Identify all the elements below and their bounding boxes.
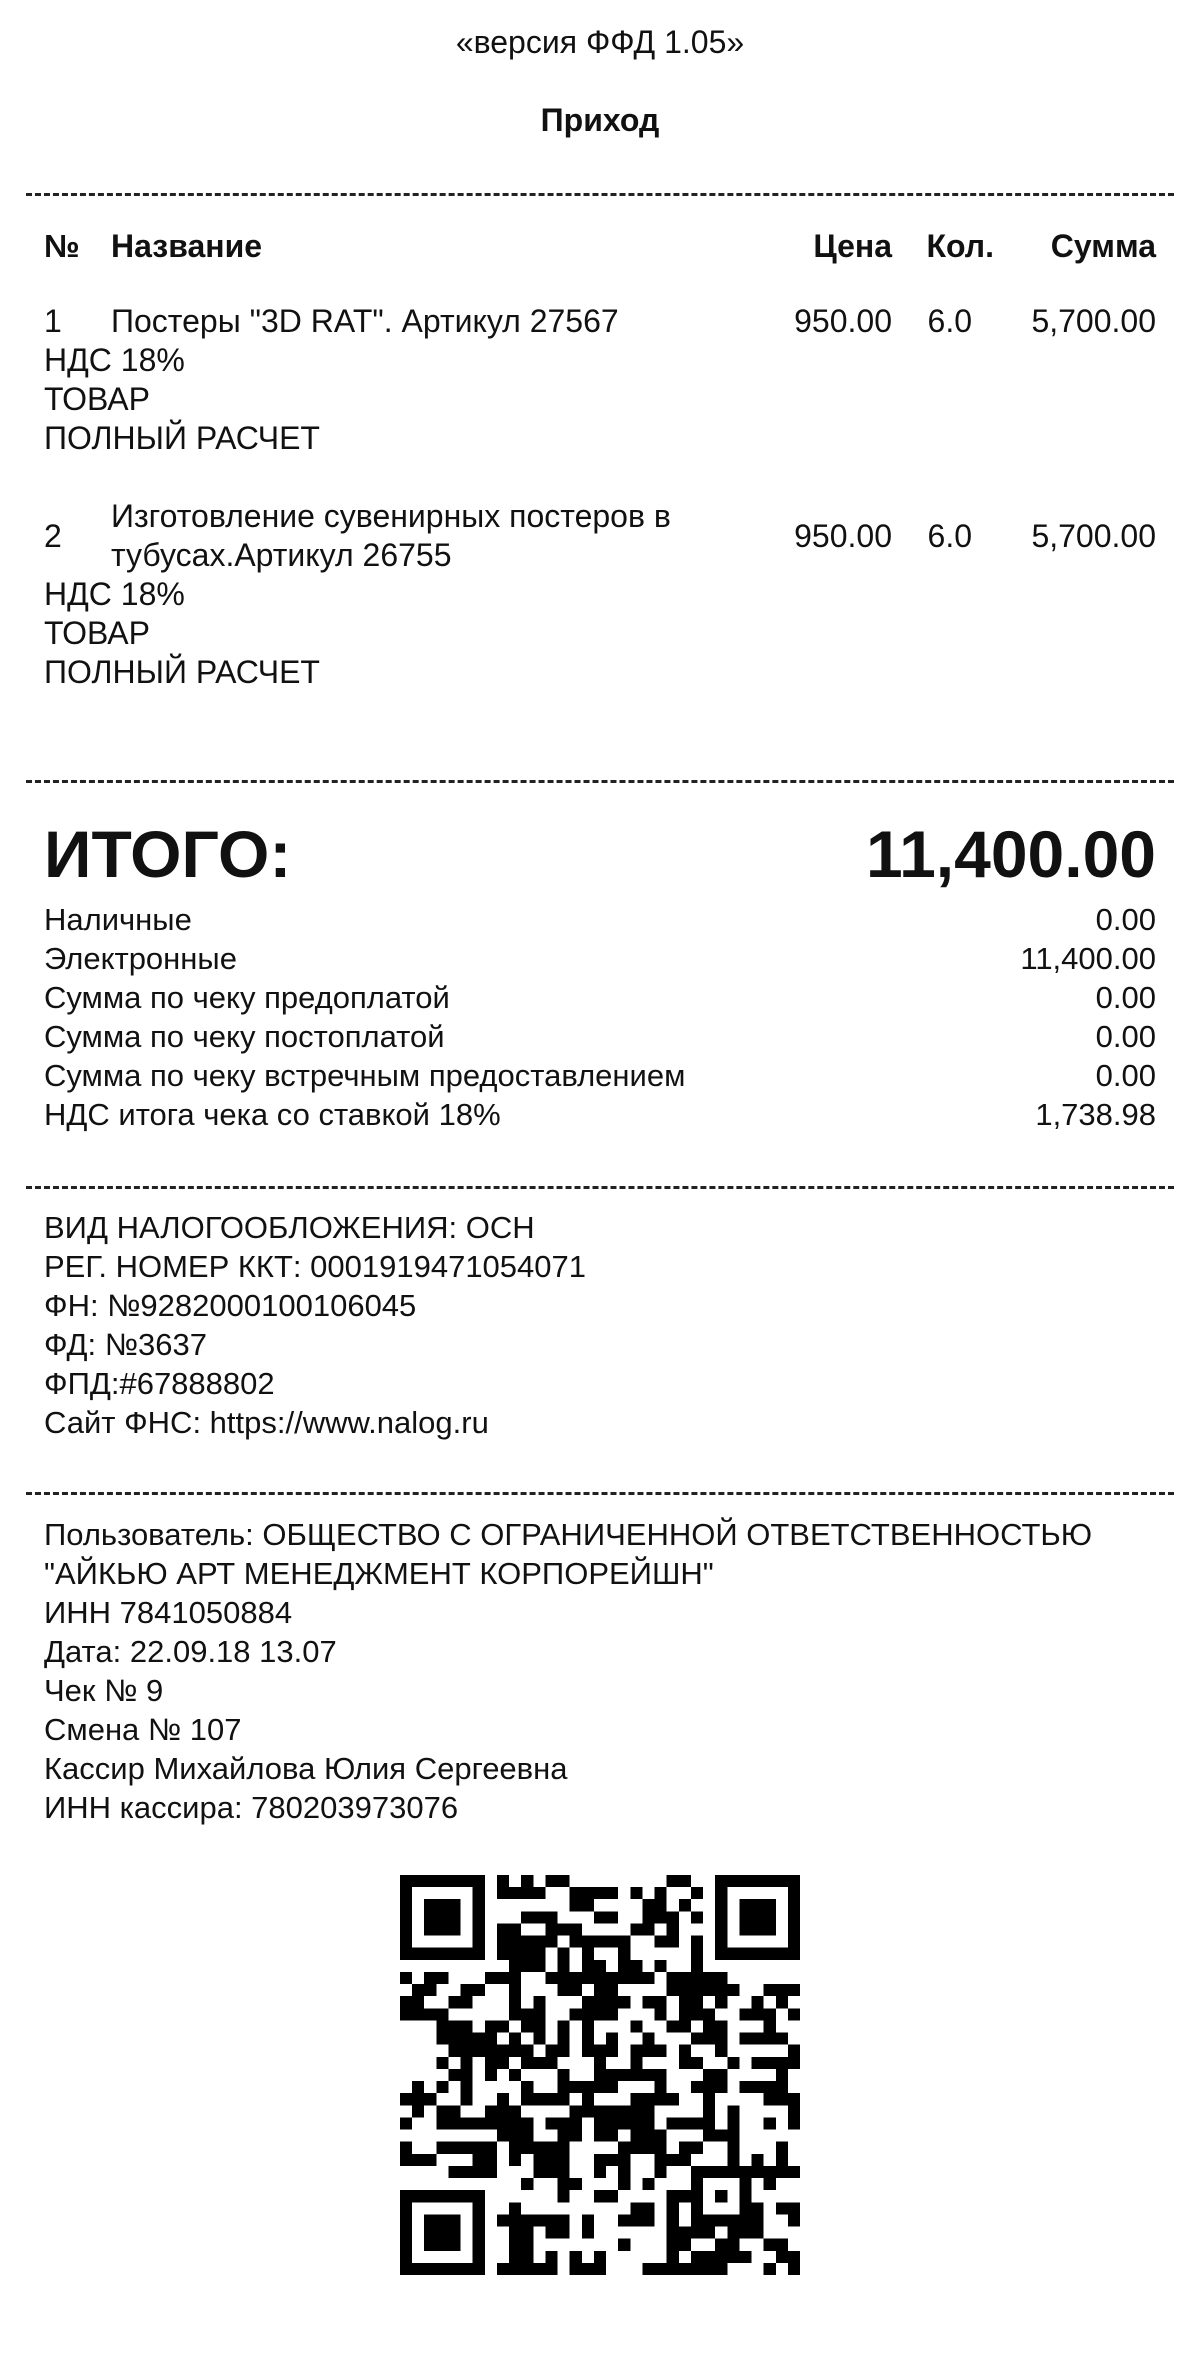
item-2-price: 950.00 <box>794 518 892 554</box>
shift-number: Смена № 107 <box>44 1712 242 1747</box>
operation-type: Приход <box>540 102 660 138</box>
ffd-version: «версия ФФД 1.05» <box>455 24 745 60</box>
payment-row-label: Сумма по чеку постоплатой <box>44 1019 445 1054</box>
payment-row-value: 1,738.98 <box>1035 1097 1156 1132</box>
payment-row-value: 0.00 <box>1095 1019 1156 1054</box>
payment-row-vat-total <box>44 1097 1156 1136</box>
user-org: Пользователь: ОБЩЕСТВО С ОГРАНИЧЕННОЙ ОТВЕТСТВЕННОСТЬЮ <box>44 1517 1093 1552</box>
payment-row-value: 0.00 <box>1095 980 1156 1015</box>
user-org-name: "АЙКЬЮ АРТ МЕНЕДЖМЕНТ КОРПОРЕЙШН" <box>44 1556 714 1591</box>
item-2-type: ТОВАР <box>44 615 150 651</box>
item-2-name-line-2: тубусах.Артикул 26755 <box>111 537 452 573</box>
item-1-sum: 5,700.00 <box>1031 303 1156 339</box>
qr-code-icon <box>400 1875 800 2275</box>
fd-number: ФД: №3637 <box>44 1327 207 1362</box>
cashier-name: Кассир Михайлова Юлия Сергеевна <box>44 1751 568 1786</box>
item-2-name-line-1: Изготовление сувенирных постеров в <box>111 498 671 534</box>
payment-row-label: Наличные <box>44 902 192 937</box>
item-2-vat: НДС 18% <box>44 576 185 612</box>
fn-number: ФН: №9282000100106045 <box>44 1288 417 1323</box>
payment-row-postpaid <box>44 1019 1156 1058</box>
col-header-qty: Кол. <box>926 228 994 264</box>
col-header-price: Цена <box>813 228 892 264</box>
item-1-type: ТОВАР <box>44 381 150 417</box>
item-1-name: Постеры "3D RAT". Артикул 27567 <box>111 303 619 339</box>
payment-row-counter <box>44 1058 1156 1097</box>
item-1-price: 950.00 <box>794 303 892 339</box>
org-inn: ИНН 7841050884 <box>44 1595 293 1630</box>
col-header-num: № <box>44 228 80 264</box>
total-value: 11,400.00 <box>866 817 1156 891</box>
total-label: ИТОГО: <box>44 817 292 891</box>
payment-row-label: Электронные <box>44 941 237 976</box>
item-2-sum: 5,700.00 <box>1031 518 1156 554</box>
item-1-num: 1 <box>44 303 62 339</box>
payment-row-value: 0.00 <box>1095 1058 1156 1093</box>
payment-row-label: Сумма по чеку предоплатой <box>44 980 450 1015</box>
payment-row-label: Сумма по чеку встречным предоставлением <box>44 1058 686 1093</box>
payment-row-cash <box>44 902 1156 941</box>
separator-line <box>26 193 1174 196</box>
receipt-date: Дата: 22.09.18 13.07 <box>44 1634 337 1669</box>
item-1-qty: 6.0 <box>927 303 972 339</box>
col-header-name: Название <box>111 228 263 264</box>
item-1-vat: НДС 18% <box>44 342 185 378</box>
item-2-payment: ПОЛНЫЙ РАСЧЕТ <box>44 654 320 690</box>
payment-row-electronic <box>44 941 1156 980</box>
payment-row-value: 0.00 <box>1095 902 1156 937</box>
cashier-inn: ИНН кассира: 780203973076 <box>44 1790 459 1825</box>
separator-line <box>26 1186 1174 1189</box>
fpd-number: ФПД:#67888802 <box>44 1366 275 1401</box>
payment-row-label: НДС итога чека со ставкой 18% <box>44 1097 501 1132</box>
fns-site: Сайт ФНС: https://www.nalog.ru <box>44 1405 489 1440</box>
payment-row-value: 11,400.00 <box>1020 941 1156 976</box>
kkt-reg-number: РЕГ. НОМЕР ККТ: 0001919471054071 <box>44 1249 587 1284</box>
separator-line <box>26 1492 1174 1495</box>
payment-row-prepaid <box>44 980 1156 1019</box>
item-2-qty: 6.0 <box>927 518 972 554</box>
col-header-sum: Сумма <box>1050 228 1156 264</box>
item-2-num: 2 <box>44 518 62 554</box>
receipt-number: Чек № 9 <box>44 1673 164 1708</box>
separator-line <box>26 780 1174 783</box>
item-1-payment: ПОЛНЫЙ РАСЧЕТ <box>44 420 320 456</box>
tax-system: ВИД НАЛОГООБЛОЖЕНИЯ: ОСН <box>44 1210 535 1245</box>
